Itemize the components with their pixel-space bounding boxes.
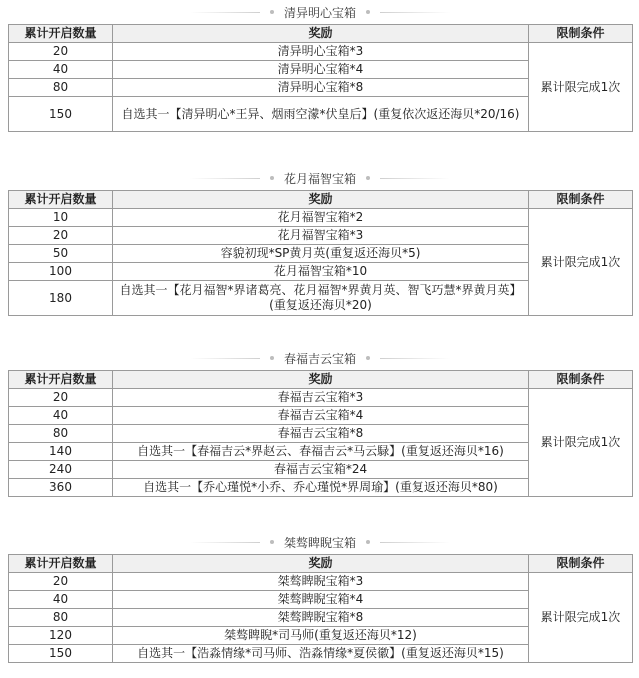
- reward-table: [8, 24, 633, 132]
- divider-dot-left: [270, 176, 274, 180]
- limit-cell: 累计限完成1次: [529, 209, 633, 316]
- count-cell: 50: [9, 245, 113, 263]
- reward-section: [8, 0, 632, 132]
- limit-cell: 累计限完成1次: [529, 389, 633, 497]
- reward-cell: 桀骜睥睨宝箱*8: [113, 609, 529, 627]
- section-title: 花月福智宝箱: [283, 171, 356, 186]
- count-cell: 100: [9, 263, 113, 281]
- header-count: 累计开启数量: [9, 555, 113, 573]
- header-reward: 奖励: [113, 191, 529, 209]
- table-row: [9, 43, 633, 61]
- table-header-row: [9, 191, 633, 209]
- header-limit: 限制条件: [529, 555, 633, 573]
- count-cell: 80: [9, 79, 113, 97]
- header-limit: 限制条件: [529, 25, 633, 43]
- count-cell: 180: [9, 281, 113, 316]
- header-count: 累计开启数量: [9, 371, 113, 389]
- count-cell: 40: [9, 61, 113, 79]
- count-cell: 20: [9, 573, 113, 591]
- table-header-row: [9, 25, 633, 43]
- divider-dot-right: [366, 540, 370, 544]
- reward-cell: 自选其一【春福吉云*界赵云、春福吉云*马云騄】(重复返还海贝*16): [113, 443, 529, 461]
- divider-line-right: [380, 178, 450, 179]
- reward-cell: 清异明心宝箱*4: [113, 61, 529, 79]
- divider-dot-right: [366, 10, 370, 14]
- reward-cell: 桀骜睥睨宝箱*3: [113, 573, 529, 591]
- reward-cell: 自选其一【浩淼情缘*司马师、浩淼情缘*夏侯徽】(重复返还海贝*15): [113, 645, 529, 663]
- divider-line-left: [190, 12, 260, 13]
- section-header: [8, 530, 632, 554]
- count-cell: 150: [9, 97, 113, 132]
- limit-cell: 累计限完成1次: [529, 43, 633, 132]
- count-cell: 140: [9, 443, 113, 461]
- count-cell: 120: [9, 627, 113, 645]
- reward-cell: 春福吉云宝箱*4: [113, 407, 529, 425]
- reward-cell: 春福吉云宝箱*24: [113, 461, 529, 479]
- table-row: [9, 389, 633, 407]
- divider-dot-left: [270, 540, 274, 544]
- section-header: [8, 166, 632, 190]
- reward-cell: 花月福智宝箱*3: [113, 227, 529, 245]
- reward-section: [8, 530, 632, 663]
- reward-cell: 容貌初现*SP黄月英(重复返还海贝*5): [113, 245, 529, 263]
- header-reward: 奖励: [113, 25, 529, 43]
- count-cell: 40: [9, 407, 113, 425]
- table-header-row: [9, 371, 633, 389]
- divider-line-right: [380, 358, 450, 359]
- count-cell: 20: [9, 389, 113, 407]
- header-reward: 奖励: [113, 371, 529, 389]
- header-count: 累计开启数量: [9, 191, 113, 209]
- count-cell: 80: [9, 425, 113, 443]
- count-cell: 150: [9, 645, 113, 663]
- reward-cell: 桀骜睥睨*司马师(重复返还海贝*12): [113, 627, 529, 645]
- count-cell: 20: [9, 227, 113, 245]
- reward-cell: 清异明心宝箱*3: [113, 43, 529, 61]
- reward-cell: 自选其一【花月福智*界诸葛亮、花月福智*界黄月英、智飞巧慧*界黄月英】(重复返还海贝*20): [113, 281, 529, 316]
- divider-line-right: [380, 12, 450, 13]
- count-cell: 40: [9, 591, 113, 609]
- reward-cell: 花月福智宝箱*10: [113, 263, 529, 281]
- reward-cell: 桀骜睥睨宝箱*4: [113, 591, 529, 609]
- header-limit: 限制条件: [529, 371, 633, 389]
- table-row: [9, 209, 633, 227]
- header-limit: 限制条件: [529, 191, 633, 209]
- count-cell: 240: [9, 461, 113, 479]
- header-reward: 奖励: [113, 555, 529, 573]
- divider-dot-right: [366, 356, 370, 360]
- divider-line-left: [190, 178, 260, 179]
- count-cell: 20: [9, 43, 113, 61]
- divider-dot-right: [366, 176, 370, 180]
- divider-dot-left: [270, 10, 274, 14]
- reward-section: [8, 166, 632, 316]
- section-header: [8, 346, 632, 370]
- divider-line-left: [190, 542, 260, 543]
- section-title: 清异明心宝箱: [283, 5, 356, 20]
- divider-line-right: [380, 542, 450, 543]
- table-row: [9, 573, 633, 591]
- count-cell: 80: [9, 609, 113, 627]
- section-title: 桀骜睥睨宝箱: [283, 535, 356, 550]
- reward-cell: 花月福智宝箱*2: [113, 209, 529, 227]
- reward-table: [8, 370, 633, 497]
- divider-dot-left: [270, 356, 274, 360]
- header-count: 累计开启数量: [9, 25, 113, 43]
- reward-cell: 清异明心宝箱*8: [113, 79, 529, 97]
- reward-section: [8, 346, 632, 497]
- section-title: 春福吉云宝箱: [283, 351, 356, 366]
- count-cell: 360: [9, 479, 113, 497]
- reward-cell: 自选其一【乔心瑾悦*小乔、乔心瑾悦*界周瑜】(重复返还海贝*80): [113, 479, 529, 497]
- limit-cell: 累计限完成1次: [529, 573, 633, 663]
- reward-table: [8, 190, 633, 316]
- reward-table: [8, 554, 633, 663]
- reward-cell: 自选其一【清异明心*王异、烟雨空濛*伏皇后】(重复依次返还海贝*20/16): [113, 97, 529, 132]
- count-cell: 10: [9, 209, 113, 227]
- reward-cell: 春福吉云宝箱*8: [113, 425, 529, 443]
- divider-line-left: [190, 358, 260, 359]
- table-header-row: [9, 555, 633, 573]
- reward-cell: 春福吉云宝箱*3: [113, 389, 529, 407]
- section-header: [8, 0, 632, 24]
